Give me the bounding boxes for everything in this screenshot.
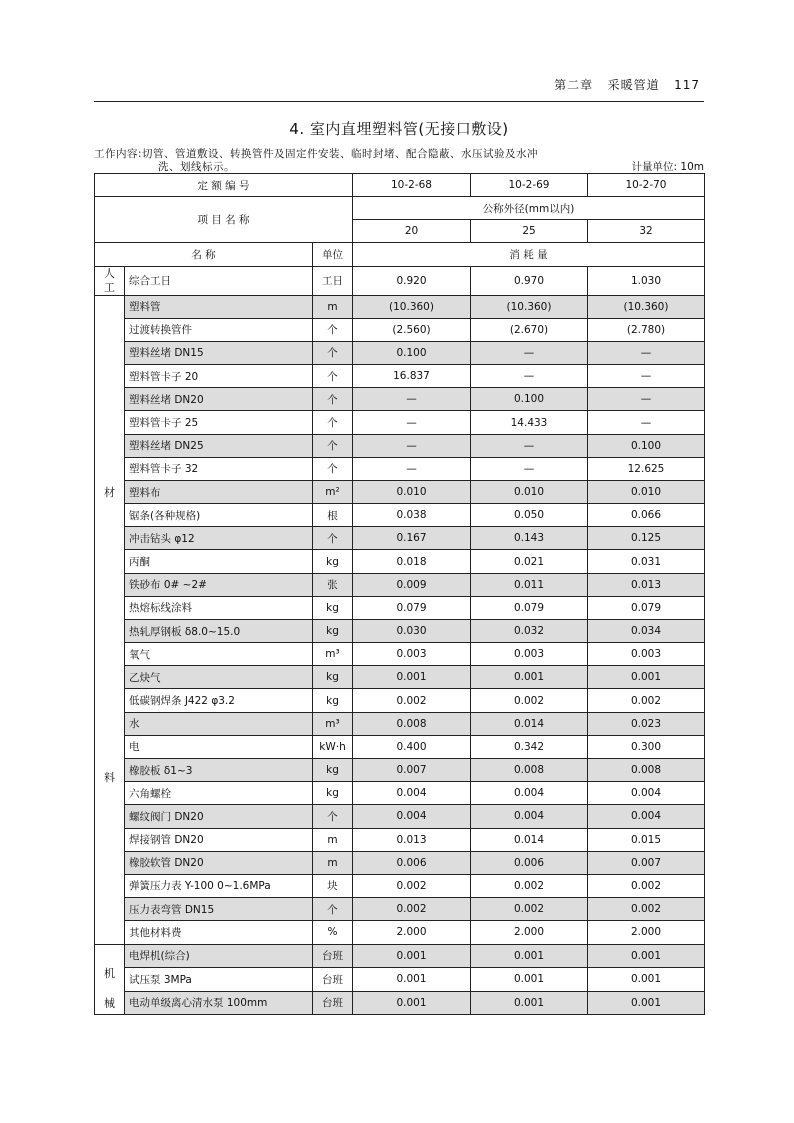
item-unit: 台班 — [313, 991, 353, 1015]
item-name: 六角螺栓 — [125, 782, 313, 805]
item-unit: 台班 — [313, 944, 353, 967]
item-value: 0.125 — [588, 527, 705, 550]
item-value: — — [353, 411, 471, 434]
item-value: (2.780) — [588, 318, 705, 341]
item-unit: kg — [313, 759, 353, 782]
table-row — [95, 434, 705, 457]
item-unit: 台班 — [313, 968, 353, 991]
item-value: — — [588, 411, 705, 434]
category-char: 材 — [104, 485, 115, 499]
item-name: 电 — [125, 735, 313, 758]
table-row — [95, 504, 705, 527]
item-unit: 块 — [313, 874, 353, 897]
item-name: 丙酮 — [125, 550, 313, 573]
item-unit: kg — [313, 550, 353, 573]
item-value: 0.002 — [588, 689, 705, 712]
item-name: 塑料管卡子 32 — [125, 457, 313, 480]
category-char: 械 — [104, 997, 115, 1011]
item-unit: m — [313, 828, 353, 851]
item-value: — — [471, 434, 588, 457]
item-value: 0.007 — [588, 851, 705, 874]
page-title: 4. 室内直埋塑料管(无接口敷设) — [289, 120, 509, 138]
item-unit: 张 — [313, 573, 353, 596]
quota-table — [94, 173, 705, 1015]
item-value: 0.014 — [471, 828, 588, 851]
item-value: 0.021 — [471, 550, 588, 573]
item-value: 0.006 — [471, 851, 588, 874]
item-unit: 个 — [313, 898, 353, 921]
table-row — [95, 596, 705, 619]
chapter-label: 第二章 — [554, 78, 594, 92]
table-row — [95, 991, 705, 1015]
quota-code: 10-2-69 — [471, 174, 588, 197]
table-row — [95, 527, 705, 550]
item-unit: kg — [313, 689, 353, 712]
name-header: 名 称 — [95, 243, 313, 266]
table-row — [95, 921, 705, 945]
item-value: 0.002 — [353, 898, 471, 921]
item-value: — — [588, 341, 705, 364]
item-unit: 个 — [313, 805, 353, 828]
table-row — [95, 550, 705, 573]
item-value: 0.032 — [471, 619, 588, 642]
measure-unit: 计量单位: 10m — [631, 161, 704, 173]
item-value: 0.920 — [353, 266, 471, 295]
item-value: 0.001 — [588, 991, 705, 1015]
item-value: 0.004 — [353, 782, 471, 805]
item-value: 0.003 — [353, 643, 471, 666]
item-unit: 个 — [313, 341, 353, 364]
item-value: 0.004 — [471, 805, 588, 828]
item-value: 0.400 — [353, 735, 471, 758]
item-value: 0.023 — [588, 712, 705, 735]
table-row — [95, 457, 705, 480]
item-name: 其他材料费 — [125, 921, 313, 945]
table-row — [95, 851, 705, 874]
item-unit: kg — [313, 782, 353, 805]
item-value: 0.010 — [353, 480, 471, 503]
item-value: 0.002 — [588, 874, 705, 897]
item-value: 0.100 — [471, 388, 588, 411]
spec-value: 20 — [353, 220, 471, 243]
item-name: 焊接钢管 DN20 — [125, 828, 313, 851]
work-content-line2: 洗、划线标示。 — [158, 161, 235, 173]
table-row — [95, 388, 705, 411]
table-row — [95, 735, 705, 758]
item-value: 0.001 — [353, 944, 471, 967]
category-char: 工 — [104, 280, 115, 294]
item-value: 2.000 — [471, 921, 588, 945]
spec-label: 公称外径(mm以内) — [353, 197, 705, 220]
item-value: 0.014 — [471, 712, 588, 735]
table-row — [95, 619, 705, 642]
item-name: 水 — [125, 712, 313, 735]
table-row — [95, 643, 705, 666]
item-value: — — [353, 388, 471, 411]
item-name: 塑料管 — [125, 295, 313, 318]
item-unit: 个 — [313, 434, 353, 457]
item-value: 0.031 — [588, 550, 705, 573]
item-value: 0.001 — [471, 666, 588, 689]
item-value: 12.625 — [588, 457, 705, 480]
item-value: 0.079 — [353, 596, 471, 619]
item-value: 0.970 — [471, 266, 588, 295]
item-unit: kg — [313, 666, 353, 689]
item-value: 0.002 — [588, 898, 705, 921]
item-unit: 个 — [313, 527, 353, 550]
item-unit: 个 — [313, 411, 353, 434]
item-unit: m² — [313, 480, 353, 503]
item-name: 塑料布 — [125, 480, 313, 503]
item-value: — — [471, 365, 588, 388]
item-value: 0.001 — [471, 991, 588, 1015]
item-unit: m — [313, 295, 353, 318]
unit-header: 单位 — [313, 243, 353, 266]
category-char: 料 — [104, 770, 115, 784]
table-row — [95, 266, 705, 295]
item-value: 0.001 — [588, 666, 705, 689]
section-label: 采暖管道 — [607, 78, 660, 92]
table-row — [95, 944, 705, 967]
item-value: 0.001 — [353, 991, 471, 1015]
item-value: 0.002 — [471, 689, 588, 712]
item-name: 冲击钻头 φ12 — [125, 527, 313, 550]
item-value: 0.143 — [471, 527, 588, 550]
table-row — [95, 480, 705, 503]
item-value: 0.002 — [353, 874, 471, 897]
item-name: 螺纹阀门 DN20 — [125, 805, 313, 828]
item-unit: 根 — [313, 504, 353, 527]
item-value: 0.050 — [471, 504, 588, 527]
item-value: — — [471, 341, 588, 364]
table-row — [95, 411, 705, 434]
table-row — [95, 805, 705, 828]
item-value: 14.433 — [471, 411, 588, 434]
table-row — [95, 874, 705, 897]
table-row — [95, 828, 705, 851]
item-value: 0.001 — [471, 968, 588, 991]
item-value: 0.015 — [588, 828, 705, 851]
item-value: 0.006 — [353, 851, 471, 874]
item-unit: 工日 — [313, 266, 353, 295]
item-name: 橡胶软管 DN20 — [125, 851, 313, 874]
item-value: 0.001 — [471, 944, 588, 967]
item-value: 0.013 — [588, 573, 705, 596]
item-unit: kg — [313, 619, 353, 642]
item-name: 铁砂布 0# ~2# — [125, 573, 313, 596]
item-value: 0.003 — [588, 643, 705, 666]
category-char: 人 — [104, 266, 115, 280]
item-value: 0.018 — [353, 550, 471, 573]
spec-value: 25 — [471, 220, 588, 243]
item-name: 氧气 — [125, 643, 313, 666]
item-value: 2.000 — [588, 921, 705, 945]
item-value: 0.002 — [471, 874, 588, 897]
item-label: 项 目 名 称 — [95, 197, 353, 243]
spec-value: 32 — [588, 220, 705, 243]
item-name: 橡胶板 δ1~3 — [125, 759, 313, 782]
item-value: 0.011 — [471, 573, 588, 596]
category-cell — [95, 266, 125, 295]
spec-label-row — [95, 197, 705, 220]
item-unit: % — [313, 921, 353, 945]
item-value: 0.002 — [353, 689, 471, 712]
item-value: 0.004 — [588, 805, 705, 828]
page-number: 117 — [674, 78, 700, 92]
item-value: 0.300 — [588, 735, 705, 758]
item-value: 0.007 — [353, 759, 471, 782]
item-value: 0.009 — [353, 573, 471, 596]
item-name: 低碳钢焊条 J422 φ3.2 — [125, 689, 313, 712]
item-value: 0.100 — [353, 341, 471, 364]
table-row — [95, 318, 705, 341]
work-content-text1: 切管、管道敷设、转换管件及固定件安装、临时封堵、配合隐蔽、水压试验及水冲 — [142, 148, 539, 160]
item-value: 0.001 — [588, 944, 705, 967]
item-name: 试压泵 3MPa — [125, 968, 313, 991]
item-value: — — [471, 457, 588, 480]
item-name: 乙炔气 — [125, 666, 313, 689]
item-value: 0.004 — [588, 782, 705, 805]
item-value: — — [588, 365, 705, 388]
item-value: 0.008 — [471, 759, 588, 782]
quota-code: 10-2-68 — [353, 174, 471, 197]
item-name: 塑料管卡子 25 — [125, 411, 313, 434]
table-row — [95, 782, 705, 805]
item-value: 0.079 — [471, 596, 588, 619]
item-name: 塑料管卡子 20 — [125, 365, 313, 388]
item-unit: kg — [313, 596, 353, 619]
item-value: (10.360) — [471, 295, 588, 318]
item-value: 0.010 — [471, 480, 588, 503]
item-value: (2.670) — [471, 318, 588, 341]
category-cell — [95, 295, 125, 944]
work-content-label: 工作内容: — [94, 148, 143, 160]
item-value: (10.360) — [588, 295, 705, 318]
item-value: 0.066 — [588, 504, 705, 527]
item-value: 0.004 — [471, 782, 588, 805]
item-value: 0.030 — [353, 619, 471, 642]
item-value: 0.002 — [471, 898, 588, 921]
table-row — [95, 898, 705, 921]
category-char: 机 — [104, 966, 115, 980]
item-unit: m — [313, 851, 353, 874]
item-name: 弹簧压力表 Y-100 0~1.6MPa — [125, 874, 313, 897]
item-unit: kW·h — [313, 735, 353, 758]
item-value: 0.008 — [353, 712, 471, 735]
item-unit: 个 — [313, 457, 353, 480]
item-value: 0.342 — [471, 735, 588, 758]
item-value: 0.038 — [353, 504, 471, 527]
item-value: 0.079 — [588, 596, 705, 619]
table-row — [95, 365, 705, 388]
category-cell — [95, 944, 125, 1014]
item-unit: 个 — [313, 318, 353, 341]
running-header — [94, 76, 704, 102]
table-row — [95, 666, 705, 689]
item-value: 16.837 — [353, 365, 471, 388]
table-row — [95, 573, 705, 596]
item-value: — — [353, 457, 471, 480]
consumption-header: 消 耗 量 — [353, 243, 705, 266]
table-row — [95, 295, 705, 318]
quota-code-row — [95, 174, 705, 197]
item-name: 锯条(各种规格) — [125, 504, 313, 527]
table-row — [95, 759, 705, 782]
quota-code: 10-2-70 — [588, 174, 705, 197]
item-value: 0.010 — [588, 480, 705, 503]
item-value: (2.560) — [353, 318, 471, 341]
item-value: — — [353, 434, 471, 457]
quota-label: 定 额 编 号 — [95, 174, 353, 197]
item-unit: 个 — [313, 365, 353, 388]
item-name: 压力表弯管 DN15 — [125, 898, 313, 921]
item-value: 0.003 — [471, 643, 588, 666]
item-name: 塑料丝堵 DN20 — [125, 388, 313, 411]
header-rule — [94, 101, 704, 102]
item-unit: m³ — [313, 643, 353, 666]
item-name: 电动单级离心清水泵 100mm — [125, 991, 313, 1015]
item-value: (10.360) — [353, 295, 471, 318]
table-row — [95, 712, 705, 735]
item-value: — — [588, 388, 705, 411]
item-value: 0.100 — [588, 434, 705, 457]
table-row — [95, 968, 705, 991]
item-name: 热轧厚钢板 δ8.0~15.0 — [125, 619, 313, 642]
item-value: 0.001 — [353, 968, 471, 991]
item-value: 0.167 — [353, 527, 471, 550]
item-name: 综合工日 — [125, 266, 313, 295]
item-name: 塑料丝堵 DN25 — [125, 434, 313, 457]
item-value: 0.001 — [353, 666, 471, 689]
item-value: 2.000 — [353, 921, 471, 945]
item-value: 1.030 — [588, 266, 705, 295]
item-value: 0.034 — [588, 619, 705, 642]
table-row — [95, 341, 705, 364]
item-name: 塑料丝堵 DN15 — [125, 341, 313, 364]
item-unit: m³ — [313, 712, 353, 735]
item-value: 0.013 — [353, 828, 471, 851]
item-value: 0.008 — [588, 759, 705, 782]
column-header-row — [95, 243, 705, 266]
item-name: 过渡转换管件 — [125, 318, 313, 341]
item-unit: 个 — [313, 388, 353, 411]
item-value: 0.001 — [588, 968, 705, 991]
item-value: 0.004 — [353, 805, 471, 828]
table-row — [95, 689, 705, 712]
item-name: 热熔标线涂料 — [125, 596, 313, 619]
item-name: 电焊机(综合) — [125, 944, 313, 967]
